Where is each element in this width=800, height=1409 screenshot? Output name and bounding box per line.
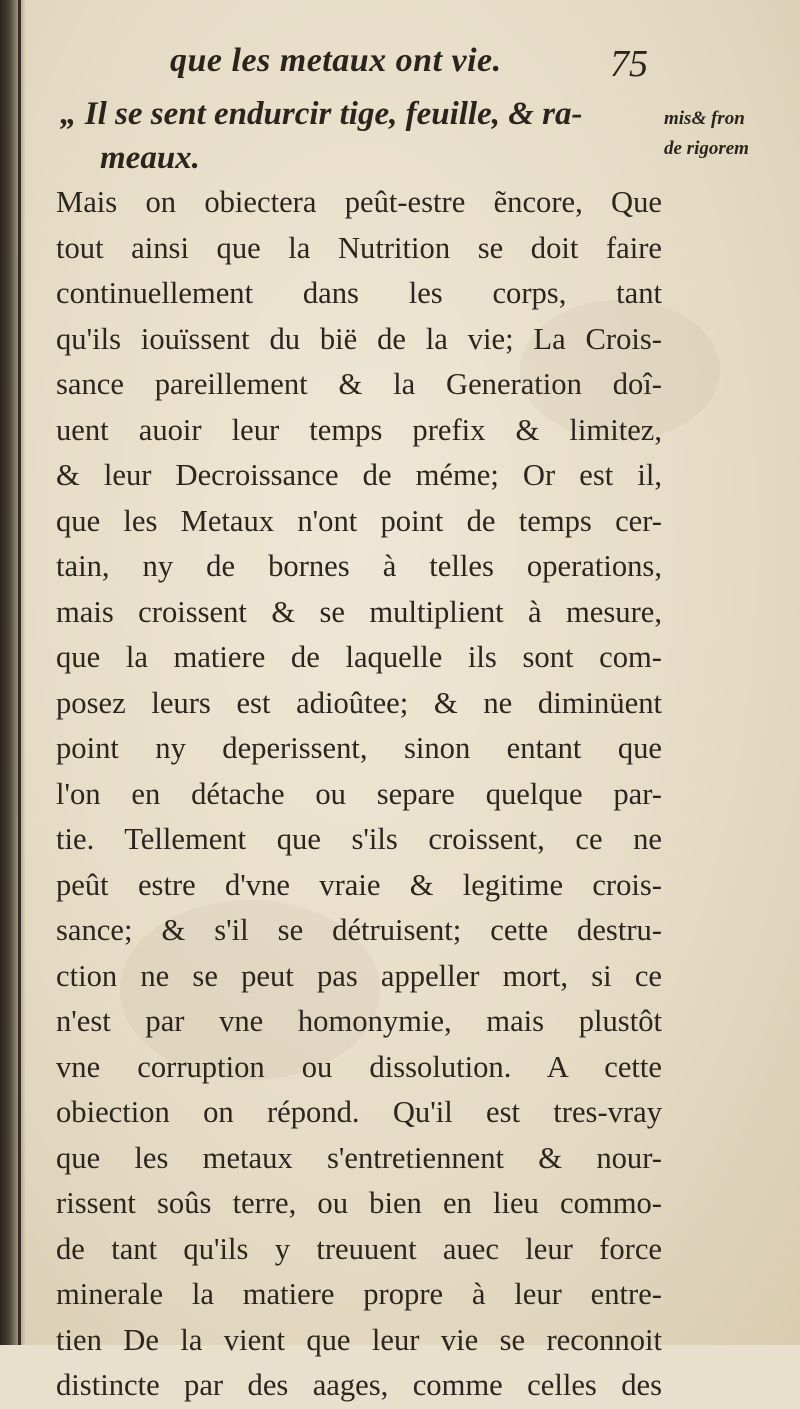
body-line: tie. Tellement que s'ils croissent, ce ne <box>56 822 662 856</box>
body-line: que les metaux s'entretiennent & nour- <box>56 1140 662 1175</box>
body-line: sance pareillement & la Generation doî- <box>56 367 662 401</box>
body-line: & leur Decroissance de méme; Or est il, <box>56 458 662 492</box>
body-line: minerale la matiere propre à leur entre- <box>56 1277 662 1311</box>
body-line: que la matiere de laquelle ils sont com- <box>56 640 662 674</box>
body-line: tain, ny de bornes à telles operations, <box>56 549 662 583</box>
binding-line <box>18 0 21 1345</box>
body-line: vne corruption ou dissolution. A cette <box>56 1049 662 1084</box>
body-line: l'on en détache ou separe quelque par- <box>56 776 662 811</box>
body-line: ction ne se peut pas appeller mort, si ce <box>56 958 662 993</box>
body-line: Mais on obiectera peût-estre ẽncore, Que <box>56 185 662 219</box>
body-line: n'est par vne homonymie, mais plustôt <box>56 1004 662 1038</box>
body-line: peût estre d'vne vraie & legitime crois- <box>56 867 662 902</box>
body-line: tien De la vient que leur vie se reconnoit <box>56 1322 662 1357</box>
body-line: uent auoir leur temps prefix & limitez, <box>56 412 662 447</box>
body-line: que les Metaux n'ont point de temps cer- <box>56 503 662 538</box>
body-line: de tant qu'ils y treuuent auec leur force <box>56 1231 662 1266</box>
body-line: mais croissent & se multiplient à mesure, <box>56 594 662 629</box>
body-line: distincte par des aages, comme celles des <box>56 1368 662 1402</box>
body-line: posez leurs est adioûtee; & ne diminüent <box>56 685 662 720</box>
body-line: obiection on répond. Qu'il est tres-vray <box>56 1095 662 1129</box>
margin-note-line: mis& fron <box>664 108 745 129</box>
margin-note-line: de rigorem <box>664 138 749 159</box>
body-line: point ny deperissent, sinon entant que <box>56 731 662 765</box>
binding-edge <box>0 0 26 1345</box>
body-line: sance; & s'il se détruisent; cette destru- <box>56 913 662 947</box>
quote-line: „ Il se sent endurcir tige, feuille, & ra- <box>60 96 583 132</box>
page-number: 75 <box>610 43 648 85</box>
body-line: rissent soûs terre, ou bien en lieu commo- <box>56 1186 662 1220</box>
body-text <box>56 180 662 1409</box>
quote-line: meaux. <box>100 140 200 176</box>
running-title: que les metaux ont vie. <box>170 42 502 79</box>
verse-quote <box>60 92 660 180</box>
body-line: continuellement dans les corps, tant <box>56 276 662 310</box>
margin-note <box>664 104 800 164</box>
body-line: qu'ils iouïssent du bië de la vie; La Crois- <box>56 321 662 356</box>
body-line: tout ainsi que la Nutrition se doit faire <box>56 230 662 265</box>
